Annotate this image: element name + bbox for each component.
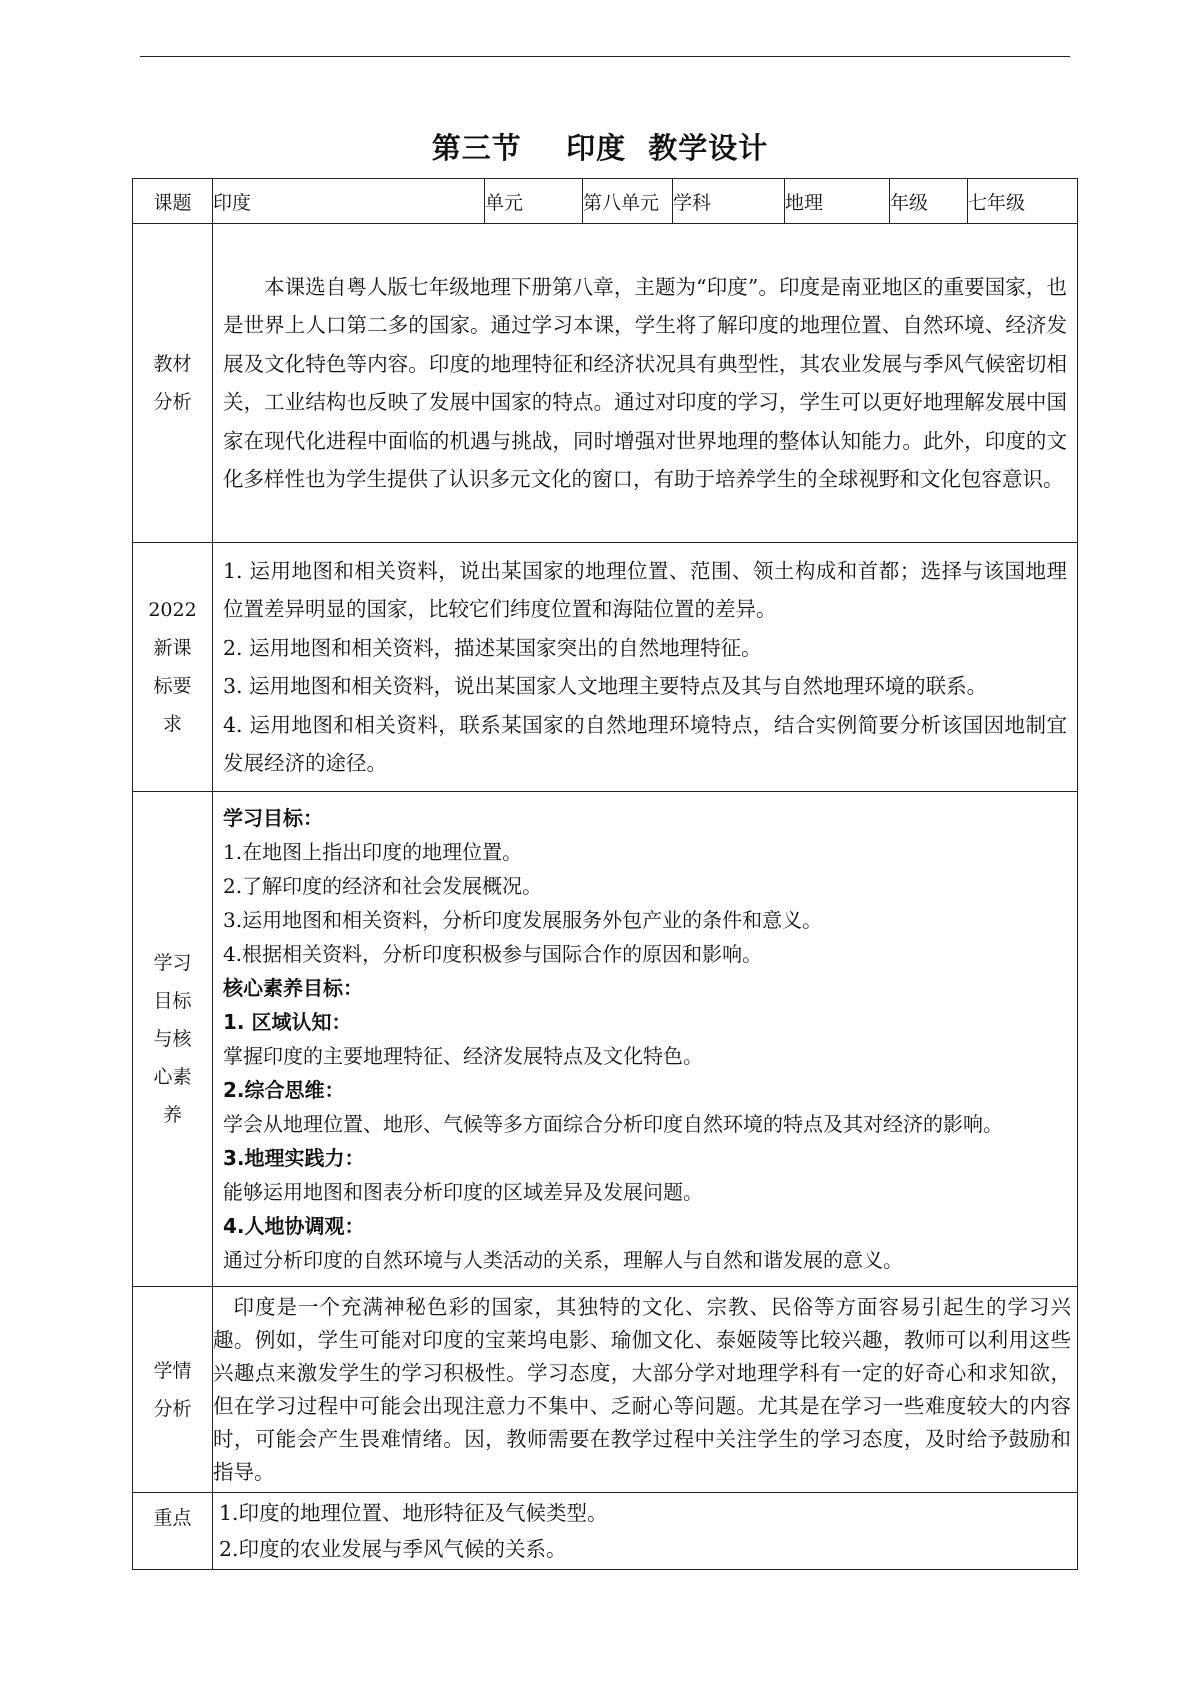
goals-row [133, 792, 1078, 1287]
topic-label: 课题 [133, 179, 213, 224]
topic-value: 印度 [213, 179, 485, 224]
core-item-text: 能够运用地图和图表分析印度的区域差异及发展问题。 [223, 1180, 703, 1204]
core-item-text: 掌握印度的主要地理特征、经济发展特点及文化特色。 [223, 1044, 703, 1068]
subject-value: 地理 [785, 179, 890, 224]
standards-row [133, 543, 1078, 792]
core-goals-heading: 核心素养目标： [223, 976, 363, 1000]
material-row [133, 224, 1078, 543]
key-points-row [133, 1493, 1078, 1570]
key-point-item: 2.印度的农业发展与季风气候的关系。 [219, 1537, 567, 1561]
material-label: 教材 分析 [133, 224, 213, 543]
standards-item: 2. 运用地图和相关资料，描述某国家突出的自然地理特征。 [223, 635, 762, 660]
standards-label: 2022 新课 标要 求 [133, 543, 213, 792]
learner-row [133, 1287, 1078, 1493]
core-item-heading: 2.综合思维： [223, 1078, 345, 1102]
learning-goal-item: 2.了解印度的经济和社会发展概况。 [223, 874, 543, 898]
learning-goal-item: 1.在地图上指出印度的地理位置。 [223, 840, 523, 864]
unit-value: 第八单元 [583, 179, 673, 224]
core-item-text: 学会从地理位置、地形、气候等多方面综合分析印度自然环境的特点及其对经济的影响。 [223, 1112, 1003, 1136]
core-item-heading: 3.地理实践力： [223, 1146, 365, 1170]
standards-item: 3. 运用地图和相关资料，说出某国家人文地理主要特点及其与自然地理环境的联系。 [223, 674, 988, 698]
core-item-text: 通过分析印度的自然环境与人类活动的关系，理解人与自然和谐发展的意义。 [223, 1248, 903, 1272]
grade-label: 年级 [890, 179, 968, 224]
key-points-label: 重点 [133, 1493, 213, 1570]
goals-label: 学习 目标 与核 心素 养 [133, 792, 213, 1287]
standards-item: 1. 运用地图和相关资料，说出某国家的地理位置、范围、领土构成和首都；选择与该国地理位置差异明显的国家，比较它们纬度位置和海陆位置的差异。 [223, 558, 1067, 621]
lesson-plan-table [132, 178, 1078, 1570]
subject-label: 学科 [673, 179, 785, 224]
material-text: 本课选自粤人版七年级地理下册第八章，主题为“印度”。印度是南亚地区的重要国家，也是世界上人口第二多的国家。通过学习本课，学生将了解印度的地理位置、自然环境、经济发展及文化特色等内容。印度的地理特征和经济状况具有典型性，其农业发展与季风气候密切相关，工业结构也反映了发展中国家的特点。通过对印度的学习，学生可以更好地理解发展中国家在现代化进程中面临的机遇与挑战，同时增强对世界地理的整体认知能力。此外，印度的文化多样性也为学生提供了认识多元文化的窗口，有助于培养学生的全球视野和文化包容意识。 [223, 274, 1067, 491]
header-rule [140, 56, 1070, 57]
header-row [133, 179, 1078, 224]
standards-content [213, 543, 1078, 792]
learner-label: 学情 分析 [133, 1287, 213, 1493]
document-title: 第三节 印度 教学设计 [431, 131, 769, 165]
material-analysis [213, 224, 1078, 543]
core-item-heading: 4.人地协调观： [223, 1214, 365, 1238]
unit-label: 单元 [485, 179, 583, 224]
goals-content [213, 792, 1078, 1287]
standards-item: 4. 运用地图和相关资料，联系某国家的自然地理环境特点，结合实例简要分析该国因地制宜发展经济的途径。 [223, 712, 1067, 775]
grade-value: 七年级 [968, 179, 1078, 224]
learning-goals-heading: 学习目标： [223, 806, 323, 830]
learner-analysis [213, 1287, 1078, 1493]
key-point-item: 1.印度的地理位置、地形特征及气候类型。 [219, 1501, 608, 1525]
key-points-content [213, 1493, 1078, 1570]
core-item-heading: 1. 区域认知： [223, 1010, 352, 1034]
learning-goal-item: 3.运用地图和相关资料，分析印度发展服务外包产业的条件和意义。 [223, 908, 823, 932]
learner-text: 印度是一个充满神秘色彩的国家，其独特的文化、宗教、民俗等方面容易引起生的学习兴趣。例如，学生可能对印度的宝莱坞电影、瑜伽文化、泰姬陵等比较兴趣，教师可以利用这些兴趣点来激发学生的学习积极性。学习态度，大部分学对地理学科有一定的好奇心和求知欲，但在学习过程中可能会出现注意力不集中、乏耐心等问题。尤其是在学习一些难度较大的内容时，可能会产生畏难情绪。因，教师需要在教学过程中关注学生的学习态度，及时给予鼓励和指导。 [213, 1294, 1071, 1484]
learning-goal-item: 4.根据相关资料，分析印度积极参与国际合作的原因和影响。 [223, 942, 763, 966]
